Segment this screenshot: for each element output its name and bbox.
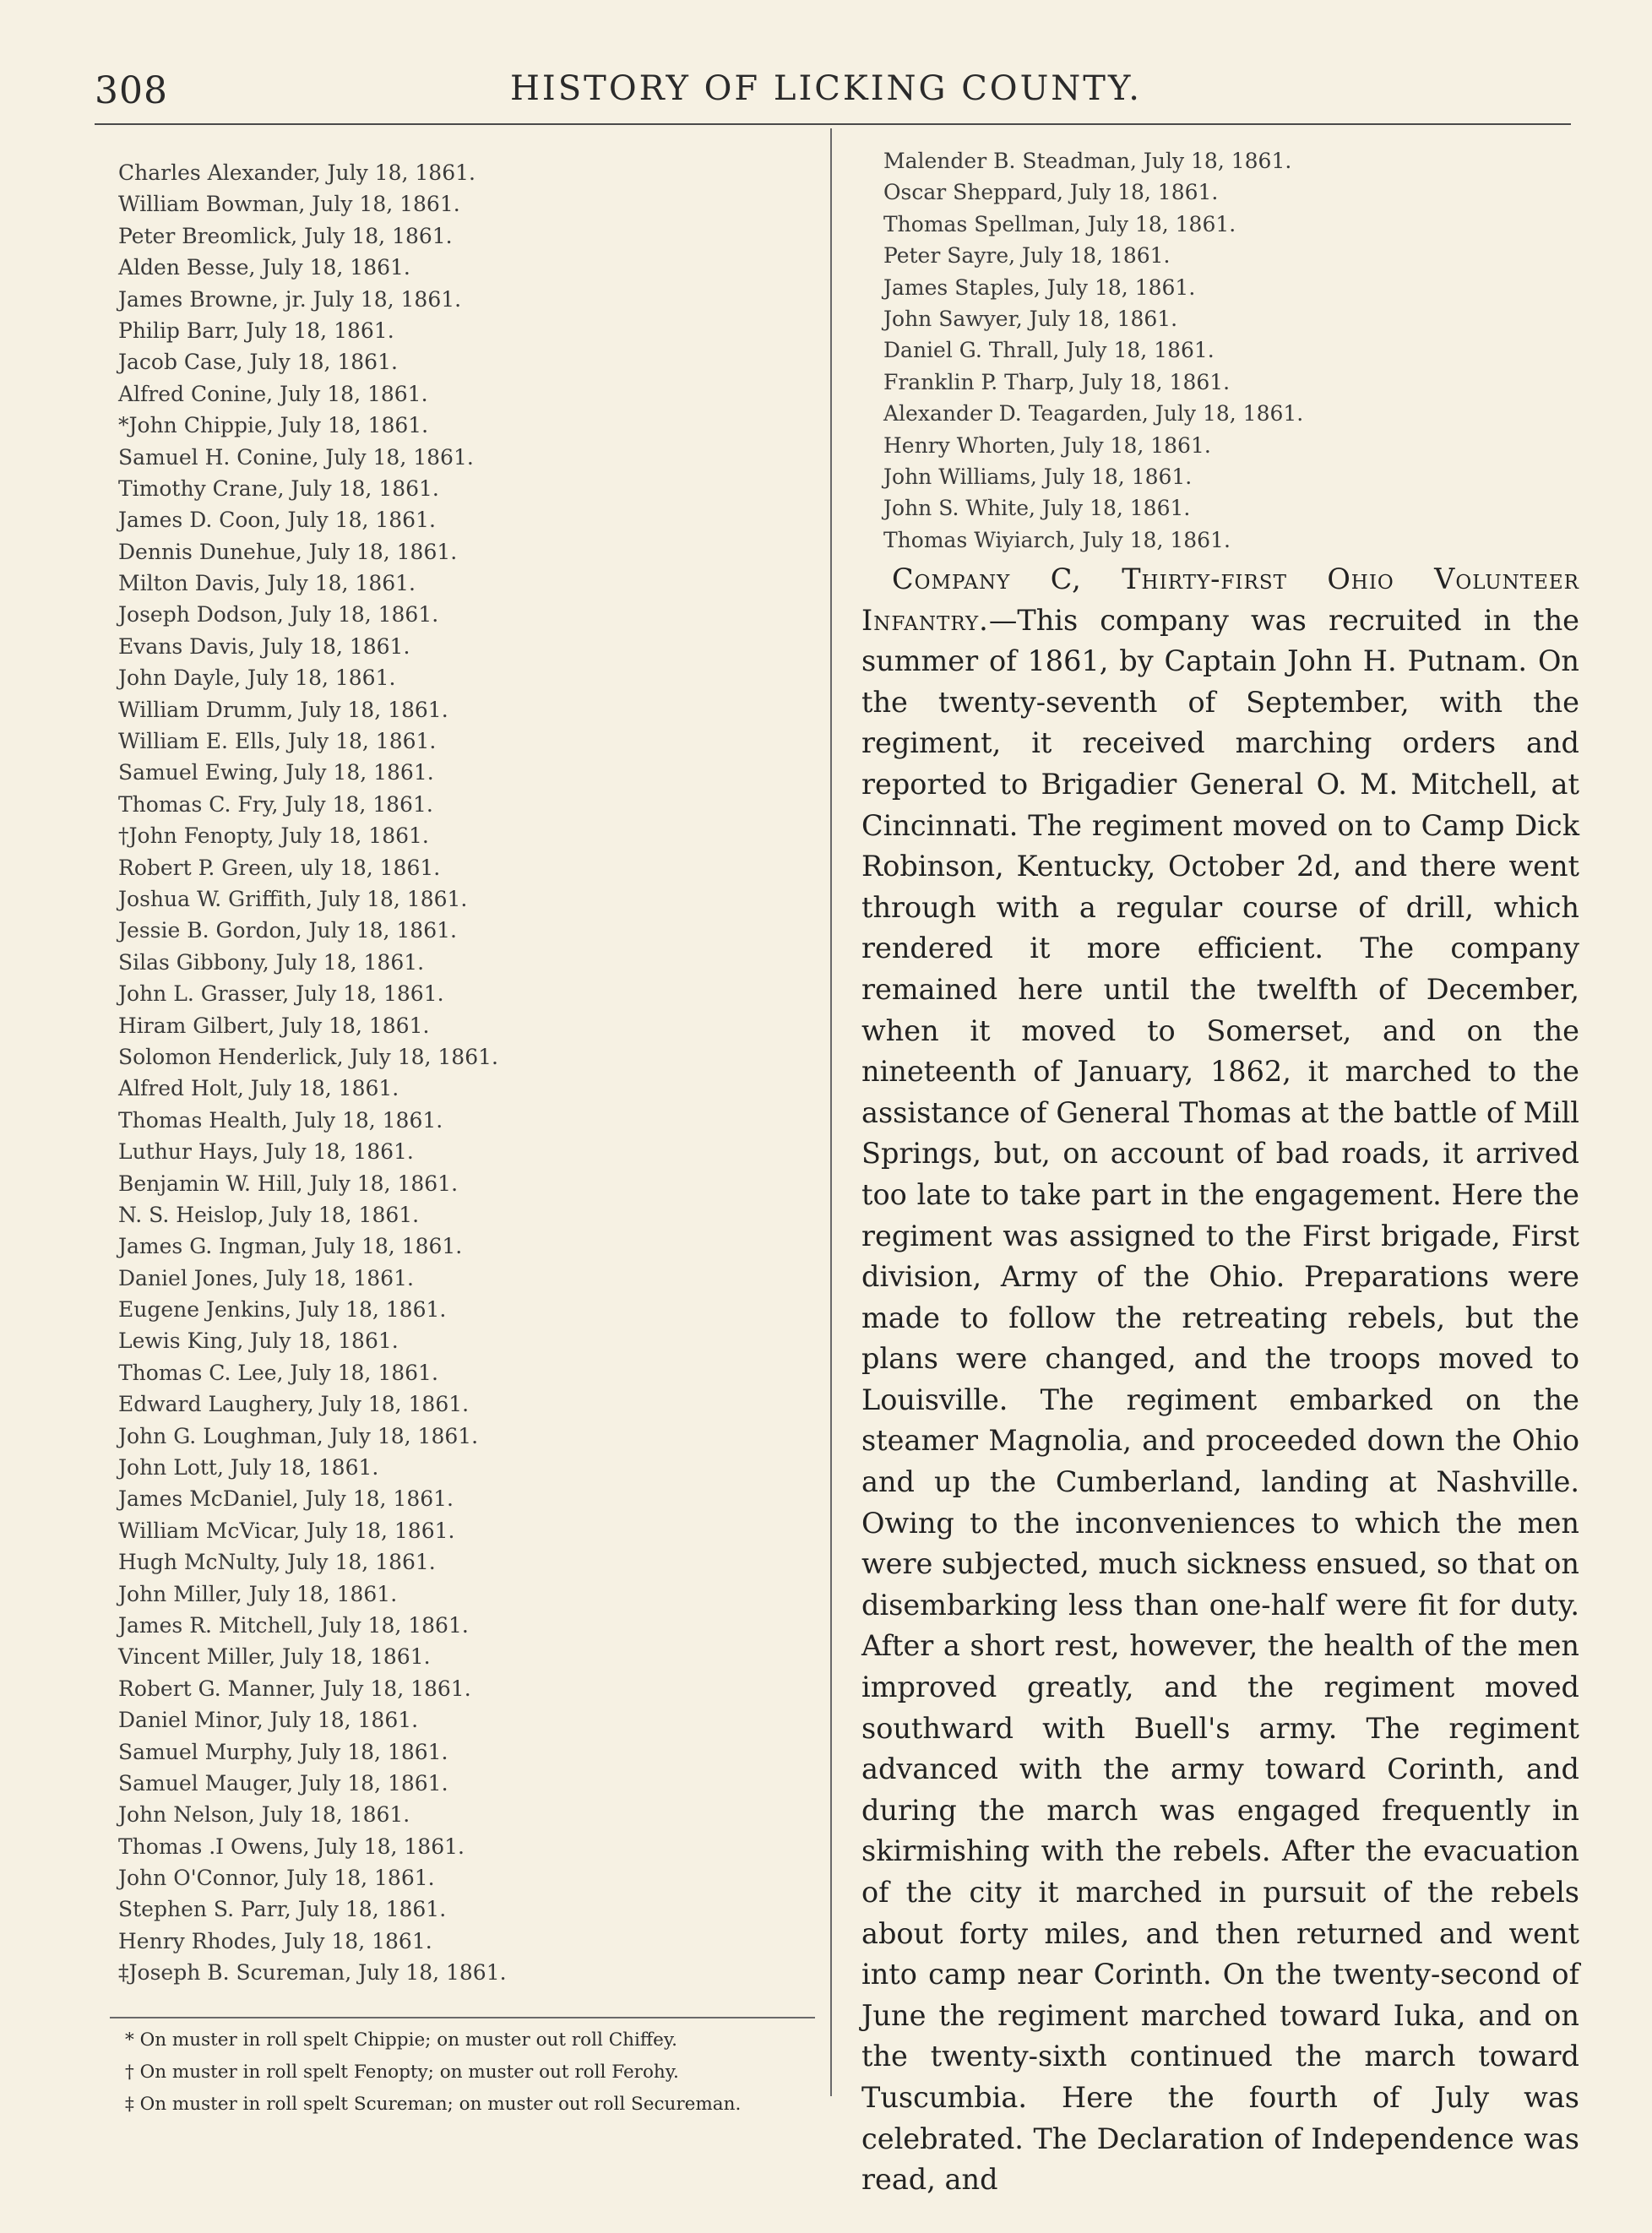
roster-entry: Alfred Holt, July 18, 1861. xyxy=(118,1076,399,1101)
roster-entry: Eugene Jenkins, July 18, 1861. xyxy=(118,1297,447,1323)
roster-entry: N. S. Heislop, July 18, 1861. xyxy=(118,1202,420,1227)
roster-entry: Hugh McNulty, July 18, 1861. xyxy=(118,1550,436,1575)
roster-entry: William Drumm, July 18, 1861. xyxy=(118,697,448,722)
roster-entry: *John Chippie, July 18, 1861. xyxy=(118,413,429,438)
roster-entry: Samuel H. Conine, July 18, 1861. xyxy=(118,444,474,470)
roster-entry: Daniel Minor, July 18, 1861. xyxy=(118,1708,419,1733)
roster-entry: Thomas C. Lee, July 18, 1861. xyxy=(118,1360,438,1385)
right-roster-list xyxy=(883,145,1559,556)
roster-entry: James Browne, jr. July 18, 1861. xyxy=(118,286,462,312)
roster-entry: John Miller, July 18, 1861. xyxy=(118,1581,398,1606)
roster-entry: Peter Breomlick, July 18, 1861. xyxy=(118,223,453,248)
roster-entry: Solomon Henderlick, July 18, 1861. xyxy=(118,1044,498,1069)
roster-entry: John S. White, July 18, 1861. xyxy=(883,496,1191,521)
roster-entry: Franklin P. Tharp, July 18, 1861. xyxy=(883,369,1231,394)
roster-entry: John O'Connor, July 18, 1861. xyxy=(118,1866,435,1891)
roster-entry: Edward Laughery, July 18, 1861. xyxy=(118,1392,470,1417)
roster-entry: Thomas C. Fry, July 18, 1861. xyxy=(118,791,433,817)
roster-entry: Evans Davis, July 18, 1861. xyxy=(118,633,410,659)
roster-entry: John Lott, July 18, 1861. xyxy=(118,1455,379,1481)
roster-entry: Jacob Case, July 18, 1861. xyxy=(118,350,398,375)
roster-entry: Joshua W. Griffith, July 18, 1861. xyxy=(118,886,468,911)
footnotes xyxy=(125,2024,818,2121)
roster-entry: Thomas Spellman, July 18, 1861. xyxy=(883,211,1236,236)
roster-entry: Benjamin W. Hill, July 18, 1861. xyxy=(118,1171,459,1196)
roster-entry: Samuel Ewing, July 18, 1861. xyxy=(118,760,434,785)
roster-entry: Alexander D. Teagarden, July 18, 1861. xyxy=(883,401,1304,426)
roster-entry: Charles Alexander, July 18, 1861. xyxy=(118,160,475,185)
roster-entry: Luthur Hays, July 18, 1861. xyxy=(118,1139,414,1165)
roster-entry: Jessie B. Gordon, July 18, 1861. xyxy=(118,918,457,943)
roster-entry: Alfred Conine, July 18, 1861. xyxy=(118,381,428,406)
roster-entry: James G. Ingman, July 18, 1861. xyxy=(118,1234,463,1259)
roster-entry: Samuel Murphy, July 18, 1861. xyxy=(118,1739,448,1764)
roster-entry: Peter Sayre, July 18, 1861. xyxy=(883,243,1171,269)
header-rule xyxy=(95,123,1571,125)
roster-entry: Oscar Sheppard, July 18, 1861. xyxy=(883,180,1219,205)
roster-entry: James D. Coon, July 18, 1861. xyxy=(118,508,436,533)
footnote: ‡ On muster in roll spelt Scureman; on muster out roll Secureman. xyxy=(125,2094,742,2115)
roster-entry: Philip Barr, July 18, 1861. xyxy=(118,318,394,343)
section-body: —This company was recruited in the summer of 1861, by Captain John H. Putnam. On the twenty-seventh of September, with the regiment, it received marching orders and reported to Brigadier General O. M. Mitchell, at Cincinnati. The regiment moved on to Camp Dick Robinson, Kentucky, October 2d, and there went through with a regular course of drill, which rendered it more efficient. The company remained here until the twelfth of December, when it moved to Somerset, and on the nineteenth of January, 1862, it marched to the assistance of General Thomas at the battle of Mill Springs, but, on account of bad roads, it arrived too late to take part in the engagement. Here the regiment was assigned to the First brigade, First division, Army of the Ohio. Preparations were made to follow the retreating rebels, but the plans were changed, and the troops moved to Louisville. The regiment embarked on the steamer Magnolia, and proceeded down the Ohio and up the Cumberland, landing at Nashville. Owing to the inconveniences to which the men were subjected, much sickness ensued, so that on disembarking less than one-half were fit for duty. After a short rest, however, the health of the men improved greatly, and the regiment moved southward with Buell's army. The regiment advanced with the army toward Corinth, and during the march was engaged frequently in skirmishing with the rebels. After the evacuation of the city it marched in pursuit of the rebels about forty miles, and then returned and went into camp near Corinth. On the twenty-second of June the regiment marched toward Iuka, and on the twenty-sixth continued the march toward Tuscumbia. Here the fourth of July was celebrated. The Declaration of Independence was read, and xyxy=(861,603,1579,2197)
roster-entry: James McDaniel, July 18, 1861. xyxy=(118,1486,454,1512)
roster-entry: John Nelson, July 18, 1861. xyxy=(118,1802,410,1828)
roster-entry: †John Fenopty, July 18, 1861. xyxy=(118,823,429,849)
roster-entry: Robert P. Green, uly 18, 1861. xyxy=(118,855,441,880)
column-divider xyxy=(830,128,832,2096)
roster-entry: William E. Ells, July 18, 1861. xyxy=(118,729,437,754)
section-heading: Company C, Thirty-first Ohio Volunteer Infantry. xyxy=(861,562,1579,637)
roster-entry: Thomas .I Owens, July 18, 1861. xyxy=(118,1834,465,1859)
roster-entry: John Williams, July 18, 1861. xyxy=(883,464,1193,489)
roster-entry: John Dayle, July 18, 1861. xyxy=(118,666,396,691)
roster-entry: Daniel Jones, July 18, 1861. xyxy=(118,1265,414,1290)
running-head: HISTORY OF LICKING COUNTY. xyxy=(510,69,1142,108)
roster-entry: Malender B. Steadman, July 18, 1861. xyxy=(883,149,1292,173)
company-history-paragraph xyxy=(861,559,1579,2201)
roster-entry: Milton Davis, July 18, 1861. xyxy=(118,571,416,596)
roster-entry: John L. Grasser, July 18, 1861. xyxy=(118,981,444,1007)
roster-entry: John Sawyer, July 18, 1861. xyxy=(883,306,1178,331)
roster-entry: Stephen S. Parr, July 18, 1861. xyxy=(118,1897,447,1922)
roster-entry: Silas Gibbony, July 18, 1861. xyxy=(118,949,425,975)
footnote: † On muster in roll spelt Fenopty; on muster out roll Ferohy. xyxy=(125,2062,679,2083)
roster-entry: Thomas Health, July 18, 1861. xyxy=(118,1107,443,1133)
roster-entry: Robert G. Manner, July 18, 1861. xyxy=(118,1676,471,1701)
roster-entry: ‡Joseph B. Scureman, July 18, 1861. xyxy=(118,1960,507,1986)
roster-entry: Lewis King, July 18, 1861. xyxy=(118,1328,399,1354)
roster-entry: Samuel Mauger, July 18, 1861. xyxy=(118,1770,448,1796)
roster-entry: John G. Loughman, July 18, 1861. xyxy=(118,1423,479,1448)
roster-entry: Joseph Dodson, July 18, 1861. xyxy=(118,602,439,628)
left-roster-list xyxy=(118,157,811,1989)
roster-entry: Thomas Wiyiarch, July 18, 1861. xyxy=(883,527,1231,552)
roster-entry: William McVicar, July 18, 1861. xyxy=(118,1518,455,1543)
roster-entry: Alden Besse, July 18, 1861. xyxy=(118,255,410,280)
footnote: * On muster in roll spelt Chippie; on muster out roll Chiffey. xyxy=(125,2029,677,2051)
roster-entry: Dennis Dunehue, July 18, 1861. xyxy=(118,539,458,564)
roster-entry: James Staples, July 18, 1861. xyxy=(883,274,1196,300)
roster-entry: Daniel G. Thrall, July 18, 1861. xyxy=(883,338,1215,363)
roster-entry: William Bowman, July 18, 1861. xyxy=(118,192,460,217)
roster-entry: Henry Whorten, July 18, 1861. xyxy=(883,432,1211,458)
roster-entry: Hiram Gilbert, July 18, 1861. xyxy=(118,1013,430,1038)
footnote-rule xyxy=(110,2017,815,2018)
roster-entry: Henry Rhodes, July 18, 1861. xyxy=(118,1928,432,1953)
roster-entry: James R. Mitchell, July 18, 1861. xyxy=(118,1612,469,1638)
roster-entry: Vincent Miller, July 18, 1861. xyxy=(118,1644,431,1670)
page-number: 308 xyxy=(95,69,168,112)
roster-entry: Timothy Crane, July 18, 1861. xyxy=(118,475,439,501)
